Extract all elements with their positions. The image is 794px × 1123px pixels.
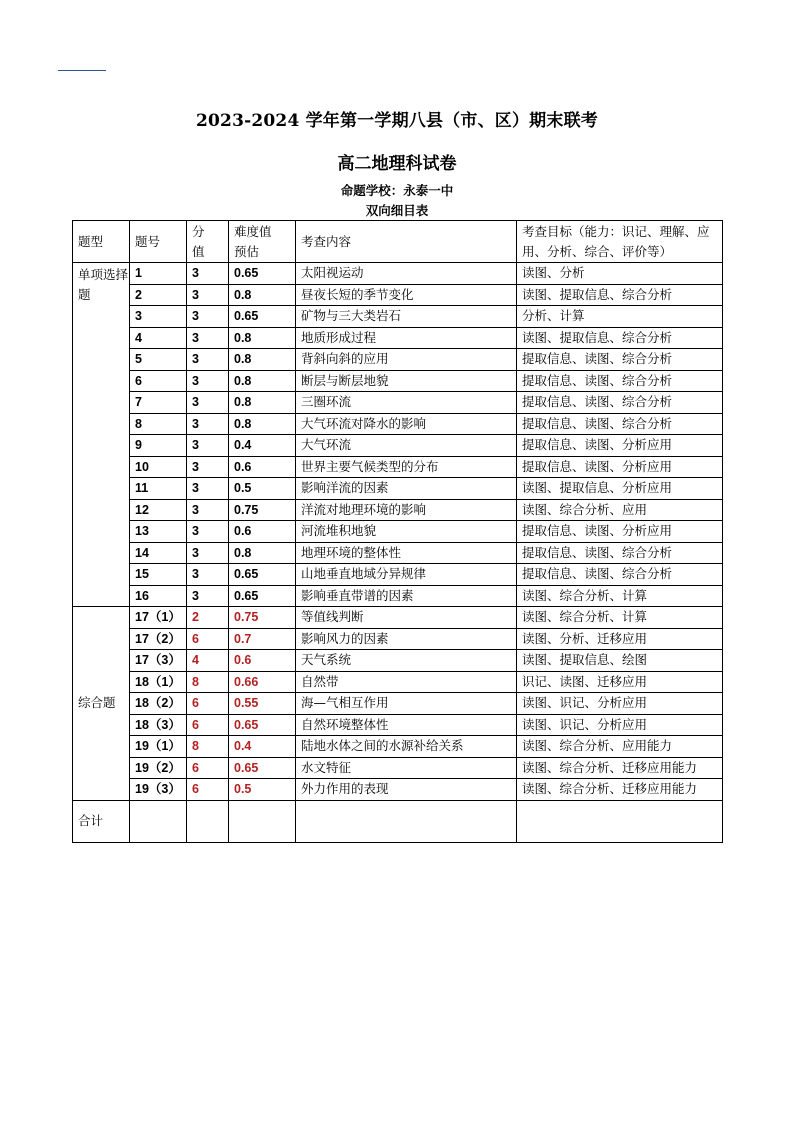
total-empty-cell bbox=[187, 800, 229, 842]
target-cell: 读图、综合分析、应用能力 bbox=[517, 736, 723, 758]
target-cell: 读图、提取信息、综合分析 bbox=[517, 284, 723, 306]
target-cell: 读图、提取信息、分析应用 bbox=[517, 478, 723, 500]
content-cell: 影响垂直带谱的因素 bbox=[296, 585, 517, 607]
score-cell: 3 bbox=[187, 370, 229, 392]
target-cell: 提取信息、读图、综合分析 bbox=[517, 564, 723, 586]
content-cell: 自然带 bbox=[296, 671, 517, 693]
table-row bbox=[73, 607, 723, 629]
difficulty-cell: 0.65 bbox=[229, 585, 296, 607]
category-comprehensive: 综合题 bbox=[73, 607, 130, 801]
content-cell: 等值线判断 bbox=[296, 607, 517, 629]
content-cell: 地理环境的整体性 bbox=[296, 542, 517, 564]
score-cell: 3 bbox=[187, 542, 229, 564]
total-empty-cell bbox=[229, 800, 296, 842]
score-cell: 6 bbox=[187, 693, 229, 715]
question-number: 17（3） bbox=[130, 650, 187, 672]
difficulty-cell: 0.65 bbox=[229, 714, 296, 736]
content-cell: 大气环流 bbox=[296, 435, 517, 457]
school-line: 命题学校：永泰一中 bbox=[340, 183, 454, 198]
table-row bbox=[73, 671, 723, 693]
table-row bbox=[73, 521, 723, 543]
target-cell: 读图、分析、迁移应用 bbox=[517, 628, 723, 650]
target-cell: 提取信息、读图、分析应用 bbox=[517, 521, 723, 543]
target-cell: 提取信息、读图、综合分析 bbox=[517, 392, 723, 414]
difficulty-cell: 0.6 bbox=[229, 650, 296, 672]
col-type: 题型 bbox=[73, 221, 130, 263]
target-cell: 提取信息、读图、综合分析 bbox=[517, 413, 723, 435]
difficulty-cell: 0.75 bbox=[229, 607, 296, 629]
score-cell: 8 bbox=[187, 671, 229, 693]
difficulty-cell: 0.65 bbox=[229, 564, 296, 586]
content-cell: 影响风力的因素 bbox=[296, 628, 517, 650]
score-cell: 3 bbox=[187, 585, 229, 607]
target-cell: 提取信息、读图、综合分析 bbox=[517, 370, 723, 392]
score-cell: 3 bbox=[187, 521, 229, 543]
target-cell: 提取信息、读图、综合分析 bbox=[517, 349, 723, 371]
difficulty-cell: 0.5 bbox=[229, 779, 296, 801]
content-cell: 海—气相互作用 bbox=[296, 693, 517, 715]
content-cell: 大气环流对降水的影响 bbox=[296, 413, 517, 435]
difficulty-cell: 0.8 bbox=[229, 327, 296, 349]
content-cell: 水文特征 bbox=[296, 757, 517, 779]
score-cell: 3 bbox=[187, 392, 229, 414]
difficulty-cell: 0.6 bbox=[229, 521, 296, 543]
score-cell: 3 bbox=[187, 564, 229, 586]
content-cell: 自然环境整体性 bbox=[296, 714, 517, 736]
content-cell: 断层与断层地貌 bbox=[296, 370, 517, 392]
target-cell: 读图、综合分析、计算 bbox=[517, 607, 723, 629]
score-cell: 3 bbox=[187, 263, 229, 285]
content-cell: 背斜向斜的应用 bbox=[296, 349, 517, 371]
difficulty-cell: 0.8 bbox=[229, 392, 296, 414]
difficulty-cell: 0.8 bbox=[229, 370, 296, 392]
table-row bbox=[73, 392, 723, 414]
difficulty-cell: 0.6 bbox=[229, 456, 296, 478]
question-number: 11 bbox=[130, 478, 187, 500]
table-row bbox=[73, 263, 723, 285]
score-cell: 3 bbox=[187, 306, 229, 328]
score-cell: 3 bbox=[187, 327, 229, 349]
target-cell: 读图、识记、分析应用 bbox=[517, 693, 723, 715]
target-cell: 提取信息、读图、分析应用 bbox=[517, 456, 723, 478]
content-cell: 外力作用的表现 bbox=[296, 779, 517, 801]
subject-title: 高二地理科试卷 bbox=[337, 154, 457, 174]
target-cell: 读图、提取信息、绘图 bbox=[517, 650, 723, 672]
difficulty-cell: 0.4 bbox=[229, 736, 296, 758]
question-number: 17（1） bbox=[130, 607, 187, 629]
question-number: 16 bbox=[130, 585, 187, 607]
difficulty-cell: 0.65 bbox=[229, 306, 296, 328]
content-cell: 世界主要气候类型的分布 bbox=[296, 456, 517, 478]
content-cell: 山地垂直地域分异规律 bbox=[296, 564, 517, 586]
question-number: 9 bbox=[130, 435, 187, 457]
content-cell: 昼夜长短的季节变化 bbox=[296, 284, 517, 306]
total-empty-cell bbox=[296, 800, 517, 842]
target-cell: 读图、分析 bbox=[517, 263, 723, 285]
question-number: 13 bbox=[130, 521, 187, 543]
table-row bbox=[73, 736, 723, 758]
question-number: 3 bbox=[130, 306, 187, 328]
content-cell: 洋流对地理环境的影响 bbox=[296, 499, 517, 521]
col-number: 题号 bbox=[130, 221, 187, 263]
difficulty-cell: 0.8 bbox=[229, 284, 296, 306]
difficulty-cell: 0.66 bbox=[229, 671, 296, 693]
table-row bbox=[73, 650, 723, 672]
score-cell: 6 bbox=[187, 628, 229, 650]
target-cell: 读图、综合分析、应用 bbox=[517, 499, 723, 521]
exam-title: 2023-2024 学年第一学期八县（市、区）期末联考 bbox=[195, 111, 598, 131]
target-cell: 提取信息、读图、分析应用 bbox=[517, 435, 723, 457]
table-row bbox=[73, 478, 723, 500]
total-row bbox=[73, 800, 723, 842]
table-row bbox=[73, 564, 723, 586]
content-cell: 太阳视运动 bbox=[296, 263, 517, 285]
table-row bbox=[73, 693, 723, 715]
question-number: 1 bbox=[130, 263, 187, 285]
question-number: 18（1） bbox=[130, 671, 187, 693]
target-cell: 读图、综合分析、迁移应用能力 bbox=[517, 757, 723, 779]
target-cell: 读图、识记、分析应用 bbox=[517, 714, 723, 736]
score-cell: 3 bbox=[187, 499, 229, 521]
table-row bbox=[73, 413, 723, 435]
table-row bbox=[73, 284, 723, 306]
table-row bbox=[73, 435, 723, 457]
score-cell: 8 bbox=[187, 736, 229, 758]
difficulty-cell: 0.8 bbox=[229, 413, 296, 435]
difficulty-cell: 0.65 bbox=[229, 757, 296, 779]
table-row bbox=[73, 456, 723, 478]
table-row bbox=[73, 714, 723, 736]
target-cell: 读图、综合分析、迁移应用能力 bbox=[517, 779, 723, 801]
difficulty-cell: 0.5 bbox=[229, 478, 296, 500]
question-number: 19（2） bbox=[130, 757, 187, 779]
table-row bbox=[73, 499, 723, 521]
score-cell: 4 bbox=[187, 650, 229, 672]
col-content: 考查内容 bbox=[296, 221, 517, 263]
target-cell: 读图、提取信息、综合分析 bbox=[517, 327, 723, 349]
difficulty-cell: 0.65 bbox=[229, 263, 296, 285]
score-cell: 3 bbox=[187, 413, 229, 435]
table-row bbox=[73, 542, 723, 564]
question-number: 18（2） bbox=[130, 693, 187, 715]
table-row bbox=[73, 306, 723, 328]
difficulty-cell: 0.55 bbox=[229, 693, 296, 715]
question-number: 10 bbox=[130, 456, 187, 478]
difficulty-cell: 0.75 bbox=[229, 499, 296, 521]
difficulty-cell: 0.8 bbox=[229, 349, 296, 371]
col-difficulty: 难度值预估 bbox=[229, 221, 296, 263]
question-number: 19（3） bbox=[130, 779, 187, 801]
table-row bbox=[73, 370, 723, 392]
total-label: 合计 bbox=[73, 800, 130, 842]
target-cell: 提取信息、读图、综合分析 bbox=[517, 542, 723, 564]
header-rule bbox=[58, 70, 106, 71]
spec-table bbox=[72, 220, 723, 843]
total-empty-cell bbox=[517, 800, 723, 842]
score-cell: 3 bbox=[187, 478, 229, 500]
table-row bbox=[73, 757, 723, 779]
content-cell: 影响洋流的因素 bbox=[296, 478, 517, 500]
header-row bbox=[73, 221, 723, 263]
table-row bbox=[73, 327, 723, 349]
target-cell: 读图、综合分析、计算 bbox=[517, 585, 723, 607]
question-number: 7 bbox=[130, 392, 187, 414]
score-cell: 2 bbox=[187, 607, 229, 629]
col-target: 考查目标（能力：识记、理解、应用、分析、综合、评价等） bbox=[517, 221, 723, 263]
score-cell: 3 bbox=[187, 435, 229, 457]
question-number: 5 bbox=[130, 349, 187, 371]
question-number: 12 bbox=[130, 499, 187, 521]
question-number: 19（1） bbox=[130, 736, 187, 758]
score-cell: 3 bbox=[187, 456, 229, 478]
content-cell: 河流堆积地貌 bbox=[296, 521, 517, 543]
target-cell: 分析、计算 bbox=[517, 306, 723, 328]
difficulty-cell: 0.8 bbox=[229, 542, 296, 564]
content-cell: 天气系统 bbox=[296, 650, 517, 672]
question-number: 4 bbox=[130, 327, 187, 349]
question-number: 15 bbox=[130, 564, 187, 586]
table-row bbox=[73, 779, 723, 801]
score-cell: 6 bbox=[187, 779, 229, 801]
content-cell: 陆地水体之间的水源补给关系 bbox=[296, 736, 517, 758]
table-row bbox=[73, 585, 723, 607]
content-cell: 矿物与三大类岩石 bbox=[296, 306, 517, 328]
target-cell: 识记、读图、迁移应用 bbox=[517, 671, 723, 693]
difficulty-cell: 0.7 bbox=[229, 628, 296, 650]
question-number: 6 bbox=[130, 370, 187, 392]
question-number: 17（2） bbox=[130, 628, 187, 650]
content-cell: 三圈环流 bbox=[296, 392, 517, 414]
question-number: 8 bbox=[130, 413, 187, 435]
question-number: 14 bbox=[130, 542, 187, 564]
table-row bbox=[73, 628, 723, 650]
table-name: 双向细目表 bbox=[365, 203, 429, 218]
score-cell: 6 bbox=[187, 714, 229, 736]
score-cell: 3 bbox=[187, 349, 229, 371]
question-number: 2 bbox=[130, 284, 187, 306]
score-cell: 6 bbox=[187, 757, 229, 779]
col-score: 分值 bbox=[187, 221, 229, 263]
table-row bbox=[73, 349, 723, 371]
question-number: 18（3） bbox=[130, 714, 187, 736]
difficulty-cell: 0.4 bbox=[229, 435, 296, 457]
score-cell: 3 bbox=[187, 284, 229, 306]
total-empty-cell bbox=[130, 800, 187, 842]
category-single-choice: 单项选择题 bbox=[73, 263, 130, 607]
content-cell: 地质形成过程 bbox=[296, 327, 517, 349]
